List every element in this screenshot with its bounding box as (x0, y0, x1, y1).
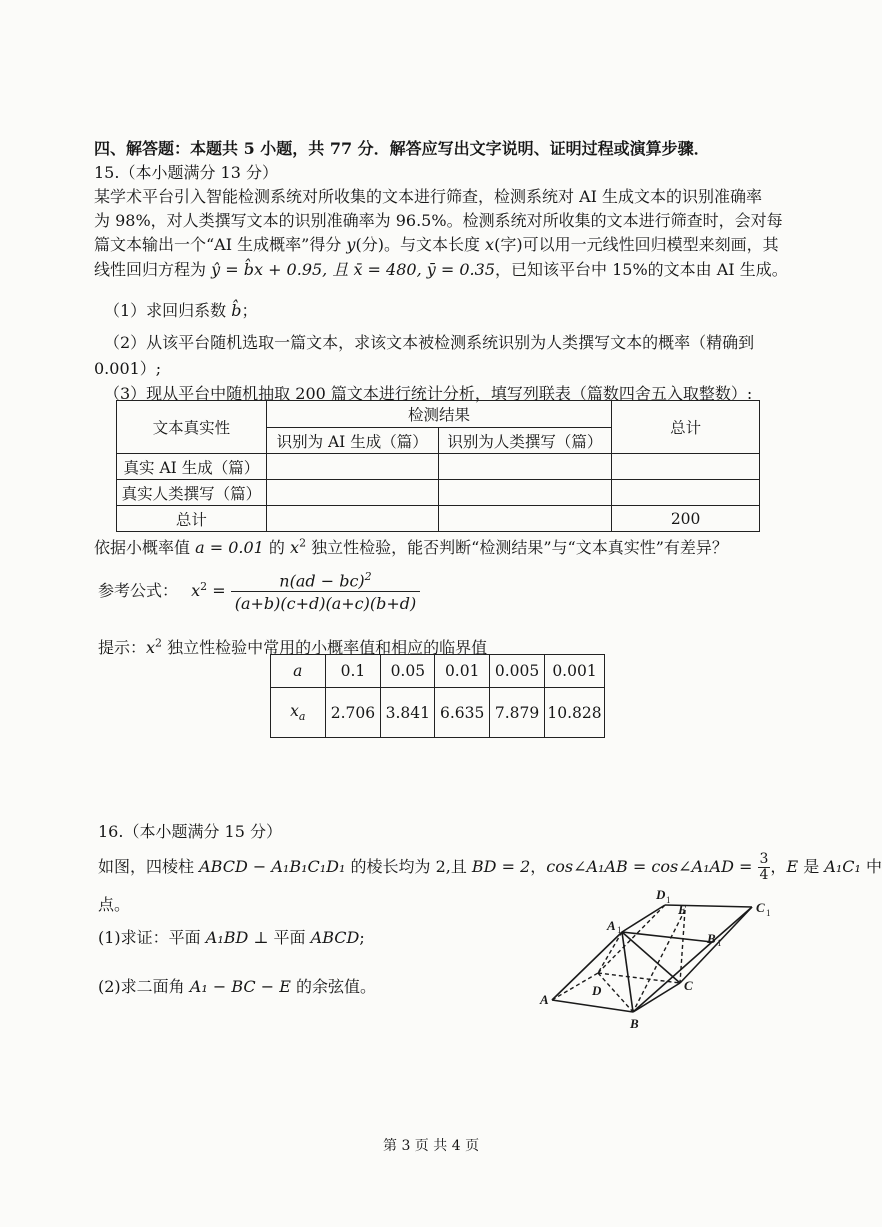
q15-part3: （3）现从平台中随机抽取 200 篇文本进行统计分析，填写列联表（篇数四舍五入取整数）: (104, 384, 753, 403)
label-B1: B (707, 931, 716, 946)
q15-part1: （1）求回归系数 b̂； (104, 301, 258, 320)
alpha-value: 0.01 (435, 655, 490, 688)
q15-line4: 线性回归方程为 ŷ = b̂x + 0.95, 且 x̄ = 480, ȳ = 0.35，已知该平台中 15%的文本由 AI 生成。 (94, 260, 788, 279)
label-B: B (630, 1016, 639, 1031)
cell-total (612, 454, 760, 480)
row-label: 总计 (117, 506, 267, 532)
svg-text:1: 1 (666, 895, 671, 905)
label-C1: C (756, 900, 765, 915)
cell-total (612, 480, 760, 506)
header-ai: 识别为 AI 生成（篇） (266, 428, 438, 454)
q15-part2-line2: 0.001）; (94, 359, 162, 378)
q16-header: 16.（本小题满分 15 分） (98, 822, 282, 841)
regression-equation: ŷ = b̂x + 0.95, 且 x̄ = 480, ȳ = 0.35 (211, 260, 495, 279)
q16-line2: 点。 (98, 895, 131, 914)
critical-value: 3.841 (381, 688, 435, 738)
q16-line1: 如图，四棱柱 ABCD − A₁B₁C₁D₁ 的棱长均为 2,且 BD = 2，cos∠A₁AB = cos∠A₁AD = $\frac{3}{4}$ ，E 是 A₁C₁ 中 (98, 851, 882, 883)
alpha-value: 0.05 (381, 655, 435, 688)
label-A: A (540, 992, 549, 1007)
q16-part1: (1)求证：平面 A₁BD ⊥ 平面 ABCD; (98, 928, 365, 947)
label-A1: A (607, 918, 616, 933)
alpha-value: 0.001 (545, 655, 605, 688)
cell-human (438, 480, 612, 506)
header-truth: 文本真实性 (117, 401, 267, 454)
label-E: E (678, 902, 687, 917)
row-label: 真实 AI 生成（篇） (117, 454, 267, 480)
q15-header: 15.（本小题满分 13 分） (94, 163, 278, 182)
section-heading: 四、解答题：本题共 5 小题，共 77 分．解答应写出文字说明、证明过程或演算步骤． (94, 139, 710, 158)
header-total: 总计 (612, 401, 760, 454)
cos-fraction: $\frac{3}{4}$ (759, 851, 769, 883)
row-label: 真实人类撰写（篇） (117, 480, 267, 506)
q15-independence-question: 依据小概率值 a = 0.01 的 $x^2$ 独立性检验，能否判断“检测结果”与“文本真实性”有差异？ (94, 536, 728, 557)
alpha-label: a (271, 655, 326, 688)
critical-label: $x_a$ (271, 688, 326, 738)
q15-line1: 某学术平台引入智能检测系统对所收集的文本进行筛查，检测系统对 AI 生成文本的识别准确率 (94, 187, 763, 206)
critical-value: 10.828 (545, 688, 605, 738)
critical-value: 7.879 (490, 688, 545, 738)
header-detect: 检测结果 (266, 401, 611, 428)
q15-line2: 为 98%，对人类撰写文本的识别准确率为 96.5%。检测系统对所收集的文本进行筛查时，会对每 (94, 211, 783, 230)
prism-figure (530, 880, 780, 1030)
cell-human (438, 454, 612, 480)
critical-value-table (270, 654, 605, 738)
q15-line3: 篇文本输出一个“AI 生成概率”得分 y(分)。与文本长度 x(字)可以用一元线性回归模型来刻画，其 (94, 235, 779, 254)
critical-value: 2.706 (325, 688, 381, 738)
alpha-value: 0.1 (325, 655, 381, 688)
chi-square-fraction: $\frac{n(ad - bc)^2}{(a+b)(c+d)(a+c)(b+d)}$ (231, 570, 421, 613)
page-footer: 第 3 页 共 4 页 (383, 1138, 480, 1154)
header-human: 识别为人类撰写（篇） (438, 428, 612, 454)
cell-ai (266, 506, 438, 532)
label-D1: D (656, 887, 666, 902)
alpha-value: 0.005 (490, 655, 545, 688)
cell-ai (266, 454, 438, 480)
contingency-table (116, 400, 760, 532)
cell-total: 200 (612, 506, 760, 532)
hint-line: 提示：$x^2$ 独立性检验中常用的小概率值和相应的临界值 (98, 636, 488, 657)
label-D: D (592, 983, 602, 998)
svg-text:1: 1 (766, 908, 771, 918)
cell-human (438, 506, 612, 532)
svg-text:1: 1 (717, 938, 722, 948)
label-C: C (684, 978, 693, 993)
cell-ai (266, 480, 438, 506)
critical-value: 6.635 (435, 688, 490, 738)
q16-part2: (2)求二面角 A₁ − BC − E 的余弦值。 (98, 977, 376, 996)
reference-formula: 参考公式： $x^2$ = $\frac{n(ad - bc)^2}{(a+b)(c+d)(a+c)(b+d)}$ (98, 570, 420, 613)
svg-text:1: 1 (617, 925, 622, 935)
q15-part2-line1: （2）从该平台随机选取一篇文本，求该文本被检测系统识别为人类撰写文本的概率（精确到 (104, 333, 755, 352)
